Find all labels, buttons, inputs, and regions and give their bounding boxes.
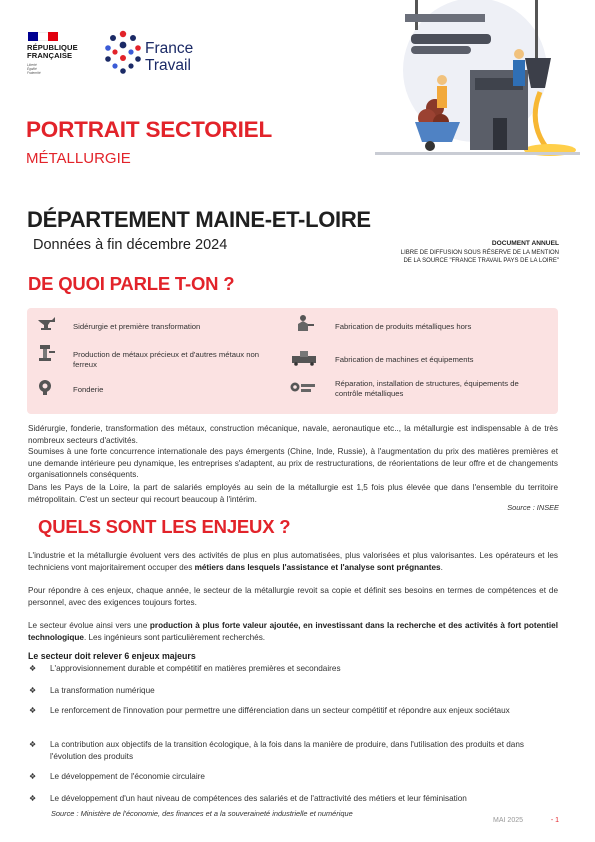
category-label: Réparation, installation de structures, équipements de contrôle métalliques: [335, 379, 519, 398]
foundry-icon: [35, 378, 57, 396]
diamond-bullet-icon: ❖: [29, 686, 37, 695]
machine-icon: [290, 348, 318, 366]
diamond-bullet-icon: ❖: [29, 794, 37, 803]
department-title: DÉPARTEMENT MAINE-ET-LOIRE: [27, 207, 371, 232]
metallurgy-illustration: [375, 0, 580, 162]
republique-francaise-logo-text: RÉPUBLIQUE FRANÇAISE: [27, 43, 78, 61]
data-date: Données à fin décembre 2024: [33, 237, 228, 253]
document-type: DOCUMENT ANNUEL: [491, 240, 559, 247]
diamond-bullet-icon: ❖: [29, 740, 37, 749]
france-travail-logo-text: France Travail: [145, 40, 194, 74]
category-label: Fabrication de produits métalliques hors: [335, 322, 472, 331]
intro-paragraph: Soumises à une forte concurrence internationale des pays émergents (Chine, Inde, Russie), à l'augmentation du prix des matières premières et une demande intérieure peu dynamique, les entreprises s'adaptent, au prix de restructurations, de réorientations de leur offre et de changements organisationnels conséquents.: [28, 447, 558, 480]
gears-icon: [288, 378, 318, 396]
intro-paragraph: Dans les Pays de la Loire, la part de salariés employés au sein de la métallurgie est 1,5 fois plus élevée que dans l'ensemble du territoire métropolitain. C'est un secteur qui recourt beaucoup à l'intérim.: [28, 483, 558, 504]
france-travail-logo-icon: [103, 29, 143, 75]
section-heading-what: DE QUOI PARLE T-ON ?: [28, 273, 235, 294]
category-label: Fonderie: [73, 385, 104, 394]
source-ministry: Source : Ministère de l'économie, des finances et a la souveraineté industrielle et numérique: [51, 809, 353, 818]
category-label: Sidérurgie et première transformation: [73, 322, 201, 331]
vise-icon: [35, 344, 57, 362]
anvil-icon: [35, 314, 57, 332]
diamond-bullet-icon: ❖: [29, 664, 37, 673]
diamond-bullet-icon: ❖: [29, 706, 37, 715]
diamond-bullet-icon: ❖: [29, 772, 37, 781]
sector-title: MÉTALLURGIE: [26, 150, 131, 167]
section-heading-challenges: QUELS SONT LES ENJEUX ?: [38, 516, 291, 537]
challenges-paragraph-3: Le secteur évolue ainsi vers une production à plus forte valeur ajoutée, en investissant dans la recherche et des activités à fort potentiel technologique. Les ingénieurs sont particulièrement recherchés.: [28, 621, 558, 642]
category-label: Fabrication de machines et équipements: [335, 355, 474, 364]
source-insee: Source : INSEE: [507, 503, 559, 512]
category-label: Production de métaux précieux et d'autres métaux non ferreux: [73, 350, 260, 369]
document-license: LIBRE DE DIFFUSION SOUS RÉSERVE DE LA MENTION DE LA SOURCE "FRANCE TRAVAIL PAYS DE LA LOIRE": [400, 250, 559, 264]
page-title: PORTRAIT SECTORIEL: [26, 117, 272, 142]
french-flag-logo: [28, 32, 58, 41]
intro-paragraph: Sidérurgie, fonderie, transformation des métaux, construction mécanique, navale, aeronautique etc.., la métallurgie est indispensable à de très nombreux secteurs d'activités.: [28, 424, 558, 445]
worker-icon: [294, 314, 316, 332]
challenges-paragraph-2: Pour répondre à ces enjeux, chaque année, le secteur de la métallurgie revoit sa copie et définit ses besoins en termes de compétences et de personnel, avec des exigences toujours fortes.: [28, 586, 558, 607]
page-number: - 1: [550, 817, 559, 824]
challenges-paragraph-1: L'industrie et la métallurgie évoluent vers des activités de plus en plus automatisées, plus valorisées et plus valorisantes. Les opérateurs et les techniciens vont majoritairement occuper des métiers dans lesquels l'assistance et l'analyse sont prégnantes.: [28, 551, 558, 572]
footer-date: MAI 2025: [493, 817, 523, 824]
challenges-list-heading: Le secteur doit relever 6 enjeux majeurs: [28, 651, 196, 661]
republique-motto: Liberté Égalité Fraternité: [27, 63, 41, 75]
